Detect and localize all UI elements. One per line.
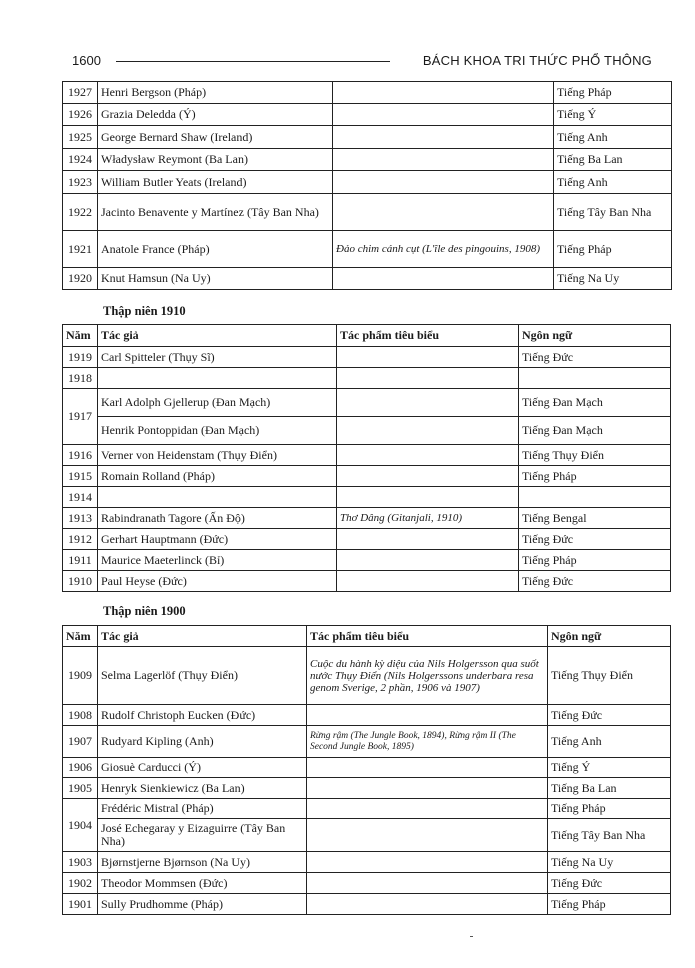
section-title-1900: Thập niên 1900 — [103, 604, 186, 618]
work-cell — [337, 417, 519, 445]
author-cell: Selma Lagerlöf (Thụy Điển) — [98, 647, 307, 705]
author-cell: Grazia Deledda (Ý) — [98, 104, 333, 126]
table-row — [63, 417, 671, 445]
scan-mark — [470, 936, 473, 937]
author-cell: Gerhart Hauptmann (Đức) — [98, 529, 337, 550]
author-cell: Theodor Mommsen (Đức) — [98, 873, 307, 894]
language-cell: Tiếng Ba Lan — [548, 778, 671, 799]
language-cell: Tiếng Tây Ban Nha — [554, 194, 672, 231]
author-cell: José Echegaray y Eizaguirre (Tây Ban Nha) — [98, 819, 307, 852]
work-cell — [337, 571, 519, 592]
language-header: Ngôn ngữ — [548, 626, 671, 647]
table-row — [63, 268, 672, 290]
table-row — [63, 445, 671, 466]
year-cell: 1917 — [63, 389, 98, 445]
table-row — [63, 873, 671, 894]
language-cell: Tiếng Đan Mạch — [519, 417, 671, 445]
author-cell: Romain Rolland (Pháp) — [98, 466, 337, 487]
header-rule — [116, 61, 390, 62]
table-row — [63, 894, 671, 915]
year-cell: 1902 — [63, 873, 98, 894]
language-cell: Tiếng Pháp — [554, 231, 672, 268]
table-row — [63, 571, 671, 592]
page-header — [72, 50, 652, 72]
work-cell: Cuộc du hành kỳ diệu của Nils Holgersson qua suốt nước Thụy Điển (Nils Holgerssons underbara resa genom Sverige, 2 phần, 1906 và 1907) — [307, 647, 548, 705]
work-cell — [333, 126, 554, 149]
work-cell — [307, 819, 548, 852]
author-cell: Verner von Heidenstam (Thụy Điển) — [98, 445, 337, 466]
table-row — [63, 389, 671, 417]
work-header: Tác phẩm tiêu biểu — [307, 626, 548, 647]
work-cell — [307, 705, 548, 726]
language-cell: Tiếng Pháp — [548, 799, 671, 819]
table-row — [63, 550, 671, 571]
language-cell: Tiếng Anh — [554, 126, 672, 149]
table-row — [63, 778, 671, 799]
table-row — [63, 126, 672, 149]
year-header: Năm — [63, 626, 98, 647]
author-cell: Karl Adolph Gjellerup (Đan Mạch) — [98, 389, 337, 417]
year-cell: 1912 — [63, 529, 98, 550]
work-cell — [333, 268, 554, 290]
work-cell — [333, 104, 554, 126]
year-cell: 1925 — [63, 126, 98, 149]
year-cell: 1921 — [63, 231, 98, 268]
table-row — [63, 758, 671, 778]
year-cell: 1903 — [63, 852, 98, 873]
section-title-1910: Thập niên 1910 — [103, 304, 186, 318]
table-row — [63, 194, 672, 231]
table-row — [63, 726, 671, 758]
work-cell — [333, 82, 554, 104]
year-header: Năm — [63, 325, 98, 347]
language-cell: Tiếng Đức — [548, 873, 671, 894]
author-header: Tác giả — [98, 626, 307, 647]
language-cell: Tiếng Ba Lan — [554, 149, 672, 171]
laureates-table-1910s — [62, 324, 671, 592]
year-cell: 1919 — [63, 347, 98, 368]
year-cell: 1909 — [63, 647, 98, 705]
year-cell: 1910 — [63, 571, 98, 592]
year-cell: 1911 — [63, 550, 98, 571]
author-cell: William Butler Yeats (Ireland) — [98, 171, 333, 194]
language-cell: Tiếng Đan Mạch — [519, 389, 671, 417]
author-cell: Carl Spitteler (Thụy Sĩ) — [98, 347, 337, 368]
work-header: Tác phẩm tiêu biểu — [337, 325, 519, 347]
language-cell: Tiếng Thụy Điển — [548, 647, 671, 705]
work-cell: Thơ Dâng (Gitanjali, 1910) — [337, 508, 519, 529]
author-header: Tác giả — [98, 325, 337, 347]
author-cell — [98, 487, 337, 508]
year-cell: 1908 — [63, 705, 98, 726]
year-cell: 1913 — [63, 508, 98, 529]
language-cell — [519, 487, 671, 508]
work-cell — [337, 368, 519, 389]
work-cell — [337, 487, 519, 508]
language-cell: Tiếng Pháp — [519, 550, 671, 571]
author-cell: Sully Prudhomme (Pháp) — [98, 894, 307, 915]
year-cell: 1901 — [63, 894, 98, 915]
work-cell — [333, 194, 554, 231]
year-cell: 1922 — [63, 194, 98, 231]
work-cell — [307, 894, 548, 915]
language-cell: Tiếng Tây Ban Nha — [548, 819, 671, 852]
year-cell: 1924 — [63, 149, 98, 171]
author-cell: Anatole France (Pháp) — [98, 231, 333, 268]
language-cell: Tiếng Thụy Điển — [519, 445, 671, 466]
table-row — [63, 647, 671, 705]
table-row — [63, 171, 672, 194]
author-cell: Knut Hamsun (Na Uy) — [98, 268, 333, 290]
book-title: BÁCH KHOA TRI THỨC PHỔ THÔNG — [422, 53, 652, 68]
work-cell — [333, 149, 554, 171]
table-row — [63, 82, 672, 104]
author-cell: Jacinto Benavente y Martínez (Tây Ban Nha) — [98, 194, 333, 231]
author-cell: Paul Heyse (Đức) — [98, 571, 337, 592]
language-cell: Tiếng Na Uy — [548, 852, 671, 873]
language-cell — [519, 368, 671, 389]
author-cell: Władysław Reymont (Ba Lan) — [98, 149, 333, 171]
year-cell: 1918 — [63, 368, 98, 389]
language-cell: Tiếng Ý — [554, 104, 672, 126]
year-cell: 1916 — [63, 445, 98, 466]
laureates-table-1920s — [62, 81, 672, 290]
work-cell — [307, 778, 548, 799]
language-cell: Tiếng Pháp — [519, 466, 671, 487]
author-cell: George Bernard Shaw (Ireland) — [98, 126, 333, 149]
author-cell: Henrik Pontoppidan (Đan Mạch) — [98, 417, 337, 445]
language-header: Ngôn ngữ — [519, 325, 671, 347]
table-row — [63, 799, 671, 819]
table-header-row — [63, 325, 671, 347]
table-header-row — [63, 626, 671, 647]
table-row — [63, 529, 671, 550]
work-cell — [337, 550, 519, 571]
year-cell: 1914 — [63, 487, 98, 508]
work-cell — [307, 852, 548, 873]
author-cell: Rudolf Christoph Eucken (Đức) — [98, 705, 307, 726]
author-cell: Rudyard Kipling (Anh) — [98, 726, 307, 758]
work-cell — [337, 445, 519, 466]
work-cell — [307, 799, 548, 819]
language-cell: Tiếng Ý — [548, 758, 671, 778]
author-cell — [98, 368, 337, 389]
language-cell: Tiếng Đức — [519, 347, 671, 368]
author-cell: Frédéric Mistral (Pháp) — [98, 799, 307, 819]
year-cell: 1905 — [63, 778, 98, 799]
author-cell: Bjørnstjerne Bjørnson (Na Uy) — [98, 852, 307, 873]
table-row — [63, 149, 672, 171]
year-cell: 1920 — [63, 268, 98, 290]
year-cell: 1926 — [63, 104, 98, 126]
table-row — [63, 466, 671, 487]
language-cell: Tiếng Bengal — [519, 508, 671, 529]
year-cell: 1907 — [63, 726, 98, 758]
table-row — [63, 705, 671, 726]
laureates-table-1900s — [62, 625, 671, 915]
work-cell — [337, 466, 519, 487]
table-row — [63, 487, 671, 508]
language-cell: Tiếng Đức — [519, 529, 671, 550]
author-cell: Henri Bergson (Pháp) — [98, 82, 333, 104]
year-cell: 1927 — [63, 82, 98, 104]
language-cell: Tiếng Pháp — [554, 82, 672, 104]
language-cell: Tiếng Pháp — [548, 894, 671, 915]
table-row — [63, 347, 671, 368]
work-cell — [307, 873, 548, 894]
work-cell — [337, 347, 519, 368]
author-cell: Henryk Sienkiewicz (Ba Lan) — [98, 778, 307, 799]
language-cell: Tiếng Đức — [548, 705, 671, 726]
work-cell — [333, 171, 554, 194]
language-cell: Tiếng Đức — [519, 571, 671, 592]
year-cell: 1904 — [63, 799, 98, 852]
page-number: 1600 — [72, 53, 101, 68]
language-cell: Tiếng Na Uy — [554, 268, 672, 290]
year-cell: 1923 — [63, 171, 98, 194]
table-row — [63, 104, 672, 126]
table-row — [63, 819, 671, 852]
table-row — [63, 852, 671, 873]
table-row — [63, 508, 671, 529]
language-cell: Tiếng Anh — [548, 726, 671, 758]
work-cell — [307, 758, 548, 778]
language-cell: Tiếng Anh — [554, 171, 672, 194]
work-cell — [337, 529, 519, 550]
year-cell: 1906 — [63, 758, 98, 778]
table-row — [63, 368, 671, 389]
year-cell: 1915 — [63, 466, 98, 487]
work-cell: Rừng rậm (The Jungle Book, 1894), Rừng rậm II (The Second Jungle Book, 1895) — [307, 726, 548, 758]
work-cell — [337, 389, 519, 417]
author-cell: Maurice Maeterlinck (Bỉ) — [98, 550, 337, 571]
author-cell: Giosuè Carducci (Ý) — [98, 758, 307, 778]
work-cell: Đảo chim cánh cụt (L'île des pingouins, 1908) — [333, 231, 554, 268]
table-row — [63, 231, 672, 268]
author-cell: Rabindranath Tagore (Ấn Độ) — [98, 508, 337, 529]
